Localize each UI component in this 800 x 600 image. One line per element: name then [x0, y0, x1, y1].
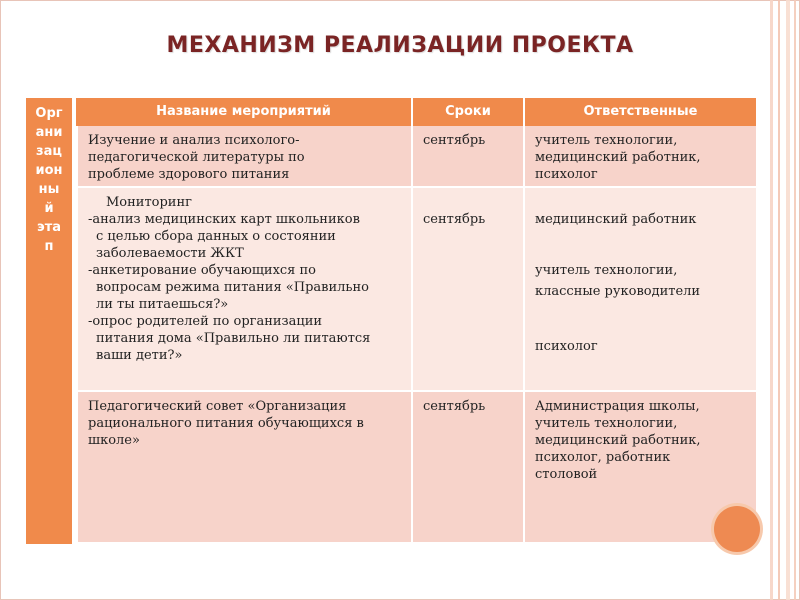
- header-responsible: Ответственные: [525, 98, 756, 126]
- responsible-line: Администрация школы,: [535, 399, 700, 414]
- event-line: питания дома «Правильно ли питаются: [96, 331, 371, 346]
- decorative-circle: [714, 506, 760, 552]
- event-line: педагогической литературы по: [88, 150, 305, 165]
- stage-column: [26, 98, 74, 544]
- event-line: заболеваемости ЖКТ: [96, 246, 244, 261]
- event-line: ли ты питаешься?»: [96, 297, 229, 312]
- responsible-line: учитель технологии,: [535, 263, 678, 278]
- event-line: вопросам режима питания «Правильно: [96, 280, 369, 295]
- stage-label: [28, 98, 70, 256]
- stage-label-part: ани: [35, 125, 63, 140]
- term-cell: сентябрь: [411, 392, 523, 544]
- slide-title: МЕХАНИЗМ РЕАЛИЗАЦИИ ПРОЕКТА: [166, 33, 634, 58]
- event-line: с целью сбора данных о состоянии: [96, 229, 336, 244]
- responsible-cell: [523, 188, 756, 392]
- responsible-line: медицинский работник,: [535, 150, 701, 165]
- event-line: -анализ медицинских карт школьников: [88, 212, 360, 227]
- table-row: [76, 126, 756, 188]
- event-line: школе»: [88, 433, 140, 448]
- stage-label-part: зац: [36, 144, 62, 159]
- table-row: [76, 392, 756, 544]
- responsible-line: психолог, работник: [535, 450, 671, 465]
- activities-table: [76, 98, 756, 544]
- event-line: -анкетирование обучающихся по: [88, 263, 317, 278]
- responsible-line: медицинский работник,: [535, 433, 701, 448]
- term-cell: сентябрь: [411, 126, 523, 188]
- event-cell: [76, 392, 411, 544]
- responsible-line: психолог: [535, 339, 598, 354]
- term-cell: сентябрь: [411, 188, 523, 392]
- stage-label-part: ион: [35, 163, 63, 178]
- event-cell: [76, 126, 411, 188]
- event-line: Мониторинг: [106, 195, 192, 210]
- event-line: проблеме здорового питания: [88, 167, 290, 182]
- event-line: -опрос родителей по организации: [88, 314, 323, 329]
- event-line: Изучение и анализ психолого-: [88, 133, 300, 148]
- stage-label-part: ны: [38, 182, 60, 197]
- responsible-line: классные руководители: [535, 284, 701, 299]
- table-row: [76, 188, 756, 392]
- responsible-cell: [523, 126, 756, 188]
- event-cell: [76, 188, 411, 392]
- responsible-line: психолог: [535, 167, 598, 182]
- decorative-stripes: [764, 0, 800, 600]
- header-event: Название мероприятий: [76, 98, 411, 126]
- stage-label-part: Орг: [35, 106, 63, 121]
- responsible-line: учитель технологии,: [535, 133, 678, 148]
- event-line: ваши дети?»: [96, 348, 183, 363]
- stage-label-part: п: [44, 239, 54, 254]
- event-line: рационального питания обучающихся в: [88, 416, 364, 431]
- stage-label-part: й: [44, 201, 54, 216]
- event-line: Педагогический совет «Организация: [88, 399, 347, 414]
- stage-label-part: эта: [36, 220, 61, 235]
- header-term: Сроки: [413, 98, 523, 126]
- responsible-line: учитель технологии,: [535, 416, 678, 431]
- responsible-line: медицинский работник: [535, 212, 697, 227]
- responsible-line: столовой: [535, 467, 598, 482]
